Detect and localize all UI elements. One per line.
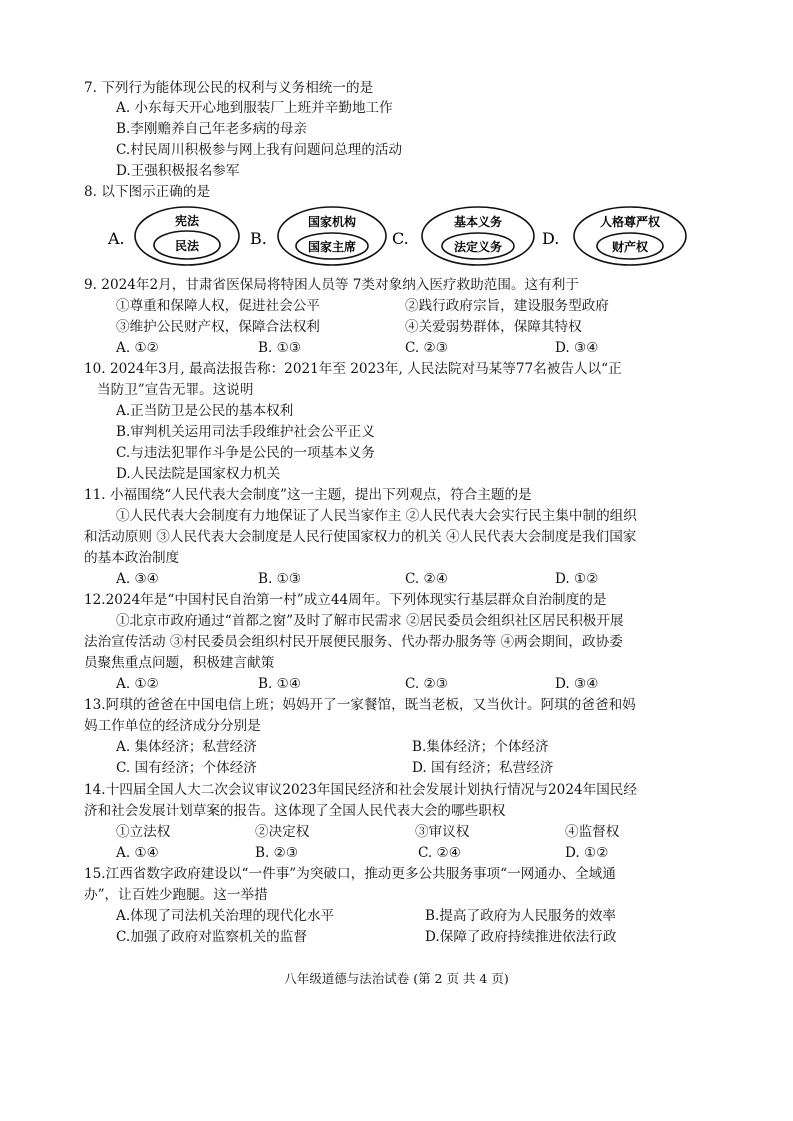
q14-stem-line-2: 济和社会发展计划草案的报告。这体现了全国人民代表大会的哪些职权 [84,803,506,819]
q14-item-1: ①立法权 [116,824,171,840]
q7-option-c: C.村民周川积极参与网上我有问题问总理的活动 [116,142,403,158]
q10-stem-line-2: 当防卫”宣告无罪。这说明 [97,382,254,398]
diagram-a-outer-label: 宪法 [174,214,200,228]
q14-item-3: ③审议权 [415,824,470,840]
q10-stem-line-1: 10. 2024年3月, 最高法报告称：2021年至 2023年, 人民法院对马某等77名被告人以“正 [84,361,622,377]
q14-choice-d: D. ①② [565,845,609,861]
q13-option-d: D. 国有经济；私营经济 [412,760,554,776]
q15-option-a: A.体现了司法机关治理的现代化水平 [116,908,335,924]
q7-stem: 7. 下列行为能体现公民的权利与义务相统一的是 [84,80,374,96]
q7-option-b: B.李刚赡养自己年老多病的母亲 [116,121,308,137]
diagram-d-letter: D. [542,229,560,248]
q10-option-d: D.人民法院是国家权力机关 [116,466,281,482]
page-footer: 八年级道德与法治试卷 (第 2 页 共 4 页) [284,971,509,986]
diagram-d [542,207,686,265]
q11-stem: 11. 小福围绕“人民代表大会制度”这一主题，提出下列观点，符合主题的是 [84,487,532,503]
q9-item-4: ④关爱弱势群体，保障其特权 [405,319,582,335]
q9-item-3: ③维护公民财产权，保障合法权利 [116,319,320,335]
q8-stem: 8. 以下图示正确的是 [84,184,211,200]
q12-stem: 12.2024年是“中国村民自治第一村”成立44周年。下列体现实行基层群众自治制度的是 [84,592,607,608]
q13-option-a: A. 集体经济；私营经济 [116,739,257,755]
q9-choice-a: A. ①② [116,340,159,356]
q15-stem-line-2: 办”，让百姓少跑腿。这一举措 [84,887,268,903]
diagram-c-outer-label: 基本义务 [453,215,503,229]
q9-choice-d: D. ③④ [555,340,599,356]
diagram-c-inner-label: 法定义务 [453,240,503,254]
q12-body-line-1: ①北京市政府通过“首都之窗”及时了解市民需求 ②居民委员会组织社区居民积极开展 [116,613,624,629]
diagram-d-inner-label: 财产权 [611,240,649,254]
q9-choice-b: B. ①③ [258,340,302,356]
q14-choice-b: B. ②③ [255,845,299,861]
q11-body-line-3: 的基本政治制度 [84,550,180,566]
q9-choice-c: C. ②③ [405,340,448,356]
q15-option-b: B.提高了政府为人民服务的效率 [425,908,617,924]
q15-option-d: D.保障了政府持续推进依法行政 [425,929,617,945]
q8-diagrams [100,205,700,273]
q12-choice-c: C. ②③ [405,676,448,692]
q9-item-1: ①尊重和保障人权，促进社会公平 [116,298,320,314]
q13-option-c: C. 国有经济；个体经济 [116,760,257,776]
diagram-a-letter: A. [108,229,125,248]
q13-stem-line-1: 13.阿琪的爸爸在中国电信上班；妈妈开了一家餐馆，既当老板，又当伙计。阿琪的爸爸和妈 [84,697,636,713]
diagram-a-inner-label: 民法 [174,239,200,253]
q9-stem: 9. 2024年2月，甘肃省医保局将特困人员等 7类对象纳入医疗救助范围。这有利于 [84,277,579,293]
q11-body-line-2: 和活动原则 ③人民代表大会制度是人民行使国家权力的机关 ④人民代表大会制度是我们国家 [84,529,637,545]
q12-choice-d: D. ③④ [555,676,599,692]
q12-choice-b: B. ①④ [258,676,302,692]
q12-choice-a: A. ①② [116,676,159,692]
q7-option-a: A. 小东每天开心地到服装厂上班并辛勤地工作 [116,100,393,116]
q10-option-b: B.审判机关运用司法手段维护社会公平正义 [116,424,375,440]
q13-option-b: B.集体经济；个体经济 [412,739,549,755]
diagram-a [107,207,239,265]
diagram-c [392,207,534,265]
q14-item-2: ②决定权 [255,824,310,840]
q10-option-a: A.正当防卫是公民的基本权利 [116,403,294,419]
q15-stem-line-1: 15.江西省数字政府建设以“一件事”为突破口，推动更多公共服务事项“一网通办、全域通 [84,866,616,882]
q10-option-c: C.与违法犯罪作斗争是公民的一项基本义务 [116,445,375,461]
diagram-b [250,207,386,265]
q14-item-4: ④监督权 [565,824,620,840]
q11-choice-d: D. ①② [555,571,599,587]
q15-option-c: C.加强了政府对监察机关的监督 [116,929,307,945]
q12-body-line-3: 员聚焦重点问题，积极建言献策 [84,655,275,671]
diagram-d-outer-label: 人格尊严权 [599,215,661,229]
q9-item-2: ②践行政府宗旨，建设服务型政府 [405,298,609,314]
q11-choice-c: C. ②④ [405,571,448,587]
q11-choice-b: B. ①③ [258,571,302,587]
q13-stem-line-2: 妈工作单位的经济成分分别是 [84,718,261,734]
q11-choice-a: A. ③④ [116,571,159,587]
q14-stem-line-1: 14.十四届全国人大二次会议审议2023年国民经济和社会发展计划执行情况与2024年国民经 [84,782,637,798]
q12-body-line-2: 法治宣传活动 ③村民委员会组织村民开展便民服务、代办帮办服务等 ④两会期间，政协委 [84,634,623,650]
q14-choice-c: C. ②④ [418,845,461,861]
q7-option-d: D.王强积极报名参军 [116,163,240,179]
diagram-c-letter: C. [392,229,409,248]
q14-choice-a: A. ①④ [116,845,159,861]
diagram-b-inner-label: 国家主席 [307,240,357,254]
q11-body-line-1: ①人民代表大会制度有力地保证了人民当家作主 ②人民代表大会实行民主集中制的组织 [116,508,637,524]
diagram-b-outer-label: 国家机构 [307,215,357,229]
diagram-b-letter: B. [250,229,267,248]
